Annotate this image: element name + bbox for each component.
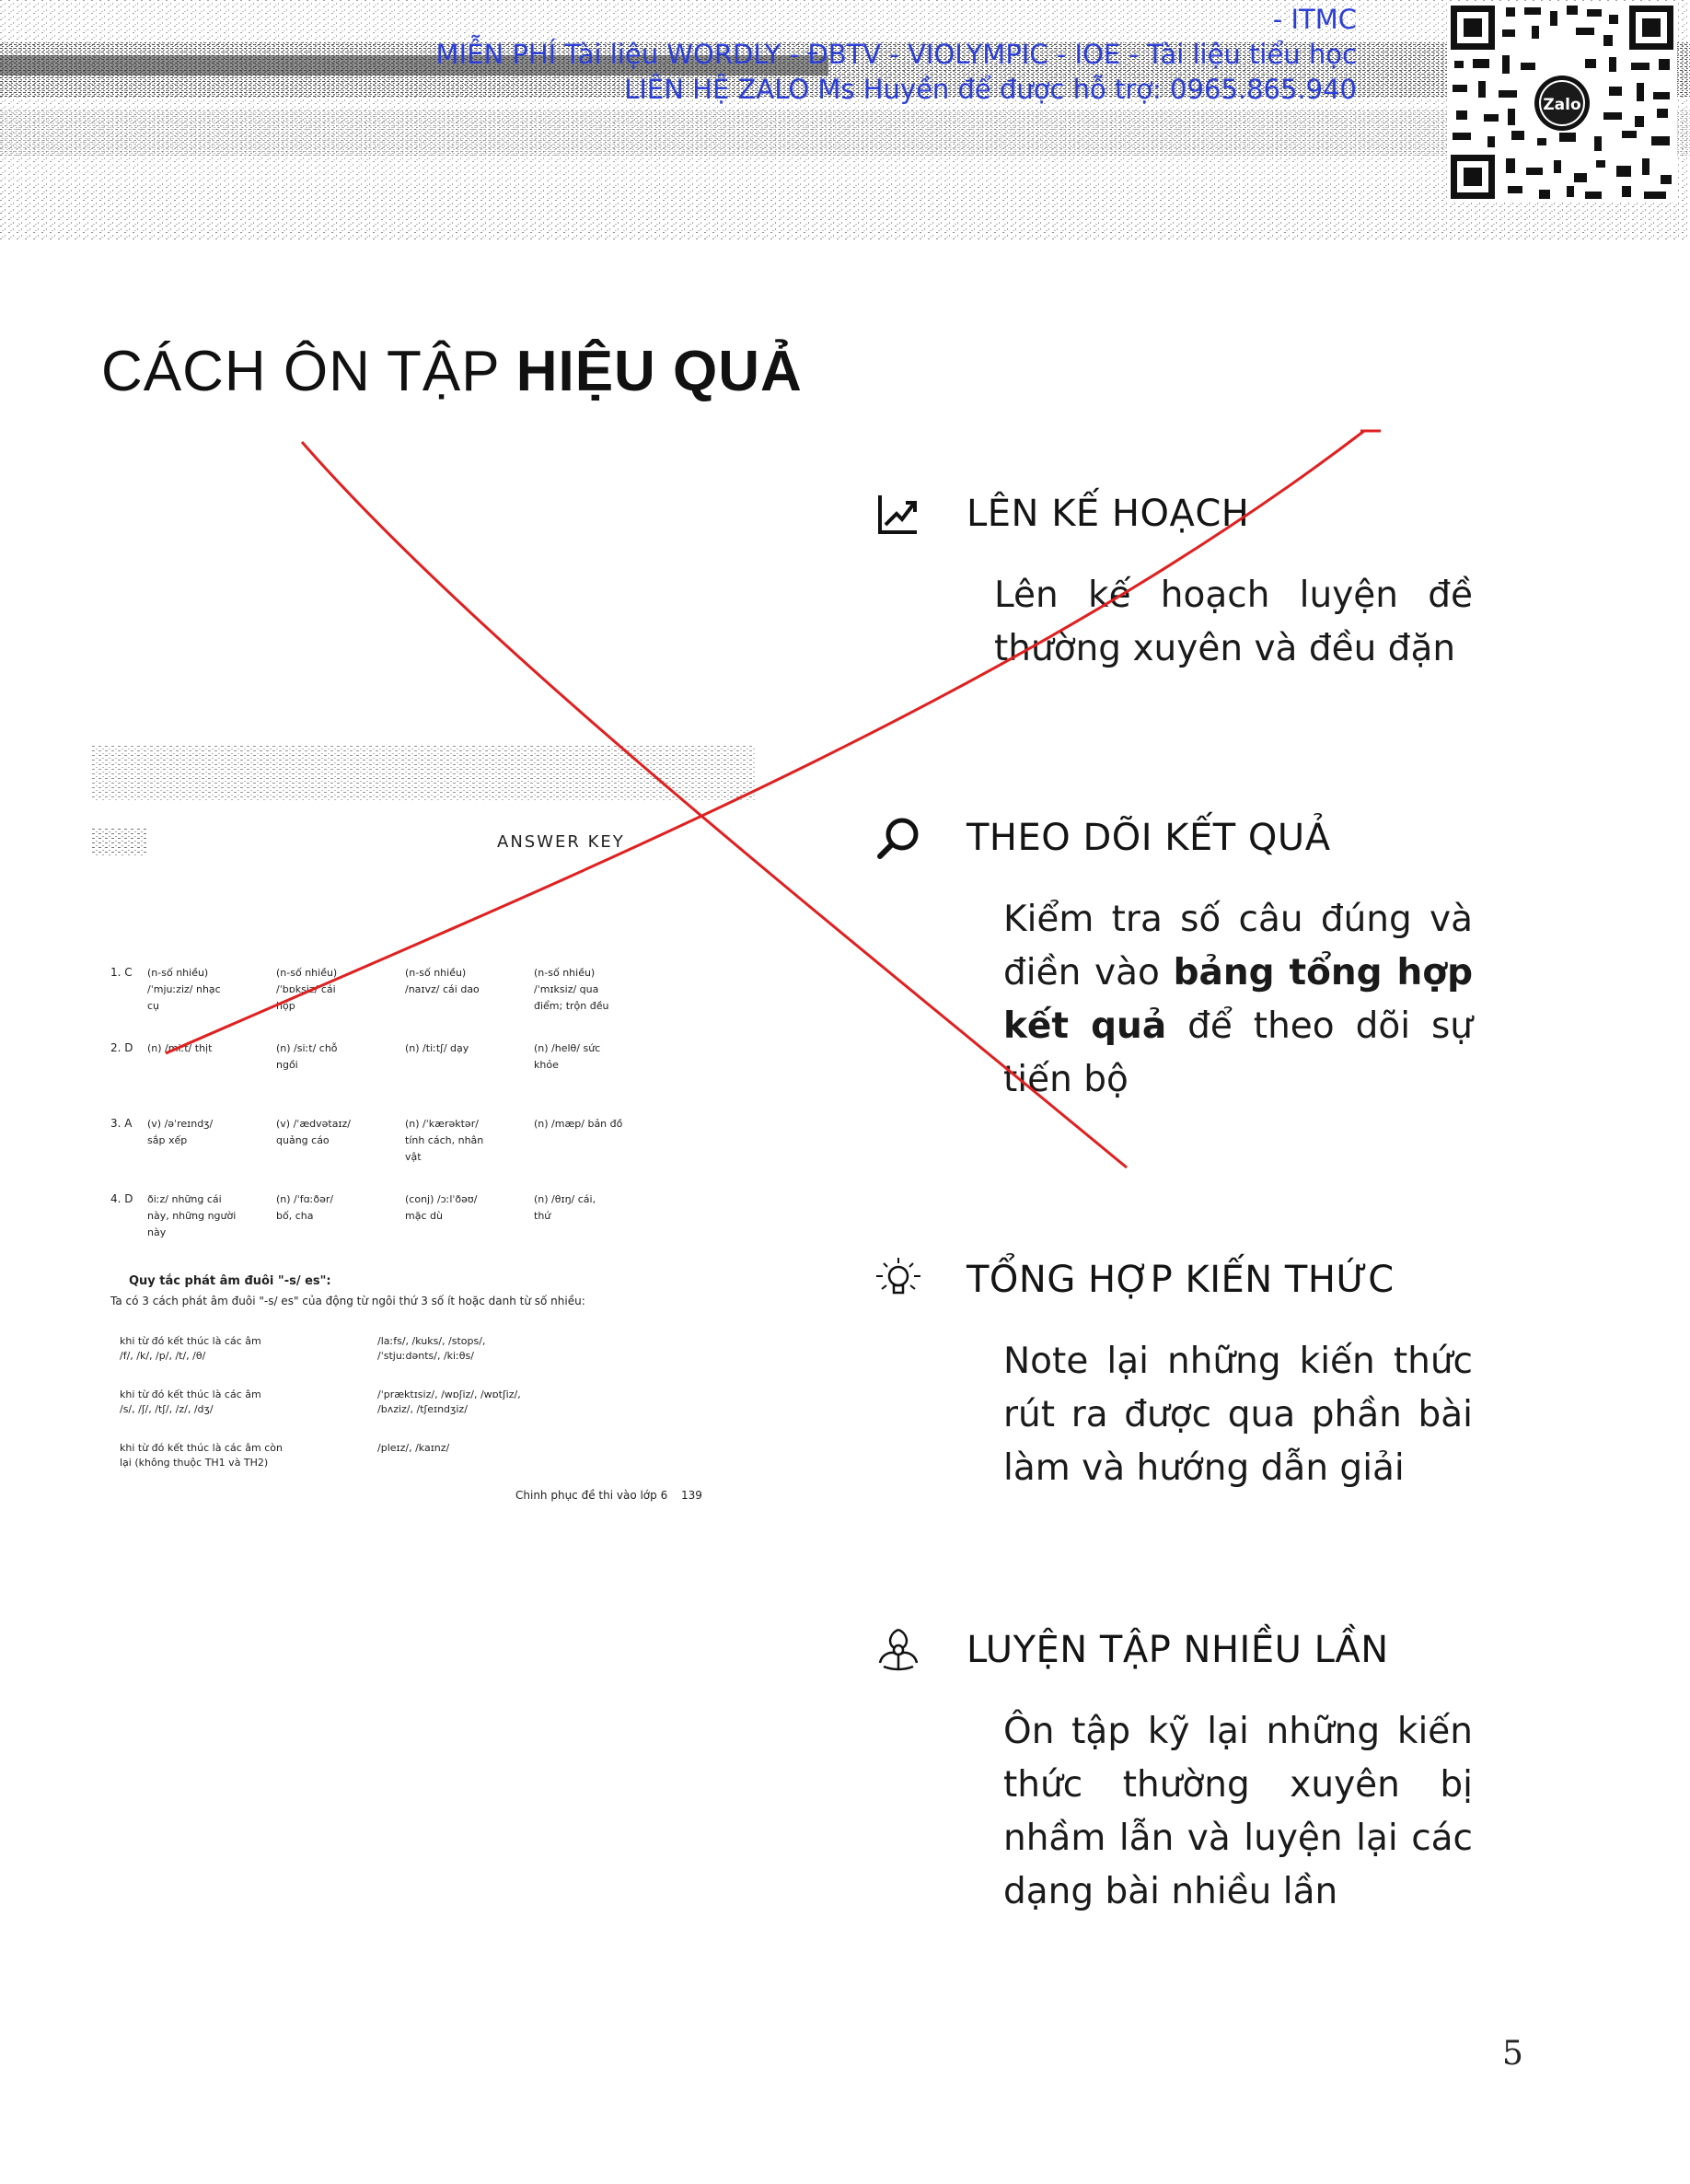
biohazard-icon: [874, 1626, 922, 1674]
thumb-row-cell: mặc dù: [405, 1210, 443, 1222]
zalo-qr-code[interactable]: [1447, 2, 1677, 203]
thumb-row-cell: (n) /mæp/ bản đồ: [534, 1118, 623, 1130]
title-bold: HIỆU QUẢ: [515, 340, 803, 403]
thumb-row-cell: quảng cáo: [276, 1134, 330, 1146]
thumb-heading: ANSWER KEY: [497, 832, 625, 852]
thumb-row-cell: (v) /əˈreɪndʒ/: [147, 1118, 214, 1130]
section-body: Ôn tập kỹ lại những kiến thức thường xuyên bị nhầm lẫn và luyện lại các dạng bài nhiều lần: [1003, 1711, 1473, 1912]
section-track-results: [874, 810, 1473, 1107]
thumb-row-cell: tính cách, nhân: [405, 1134, 484, 1146]
section-title: THEO DÕI KẾT QUẢ: [967, 817, 1331, 859]
thumb-rule-left: khi từ đó kết thúc là các âm: [120, 1335, 261, 1347]
thumb-rule-left: /s/, /ʃ/, /tʃ/, /z/, /dʒ/: [120, 1403, 214, 1415]
thumb-row-number: 2. D: [110, 1041, 133, 1054]
results-table-emphasis: bảng tổng hợp kết quả: [1003, 952, 1474, 1047]
thumb-row-cell: thứ: [534, 1210, 551, 1222]
section-practice-repeatedly: [874, 1622, 1473, 1919]
thumb-row-cell: /ˈmjuːziz/ nhạc: [147, 983, 221, 995]
thumb-row-cell: điểm; trộn đều: [534, 1000, 609, 1012]
thumb-rule-left: lại (không thuộc TH1 và TH2): [120, 1457, 269, 1469]
thumb-row-cell: cụ: [147, 1000, 160, 1012]
section-title: LÊN KẾ HOẠCH: [967, 493, 1250, 535]
chart-up-icon: [874, 490, 922, 538]
thumb-row-number: 1. C: [110, 966, 133, 979]
thumb-rule-left: khi từ đó kết thúc là các âm còn: [120, 1442, 283, 1454]
thumb-rule-right: /laːfs/, /kuks/, /stops/,: [377, 1335, 486, 1347]
thumb-row-cell: (n) /siːt/ chỗ: [276, 1042, 338, 1054]
thumb-row-cell: (n-số nhiều): [534, 967, 596, 979]
title-regular: CÁCH ÔN TẬP: [101, 340, 516, 403]
thumb-answer-rows: [110, 966, 623, 1238]
thumb-row-cell: (v) /ˈædvətaɪz/: [276, 1118, 352, 1130]
thumb-footer: Chinh phục đề thi vào lớp 6: [515, 1489, 668, 1502]
header-brand: - ITMC: [1272, 4, 1357, 35]
scan-noise-band: [0, 0, 1690, 239]
section-title: TỔNG HỢP KIẾN THỨC: [967, 1259, 1395, 1301]
thumb-footer-page: 139: [681, 1489, 702, 1502]
thumb-row-cell: vật: [405, 1151, 422, 1163]
header-promo-link[interactable]: MIỄN PHÍ Tài liệu WORDLY - ĐBTV - VIOLYMPIC - IOE - Tài liệu tiểu học: [435, 39, 1357, 70]
thumb-row-cell: (n) /helθ/ sức: [534, 1042, 601, 1054]
thumb-row-cell: /ˈbɒksiz/ cái: [276, 983, 336, 995]
thumb-rule-right: /ˈstjuːdənts/, /kiːθs/: [377, 1350, 474, 1362]
thumb-row-number: 3. A: [110, 1117, 133, 1130]
answer-key-thumbnail: [92, 746, 773, 1556]
thumb-row-cell: này, những người: [147, 1210, 237, 1222]
thumb-rule-intro: Ta có 3 cách phát âm đuôi "-s/ es" của động từ ngôi thứ 3 số ít hoặc danh từ số nhiều:: [110, 1295, 585, 1307]
thumb-row-cell: khỏe: [534, 1059, 559, 1071]
thumb-row-cell: bố, cha: [276, 1210, 314, 1222]
thumb-rules: [120, 1335, 521, 1469]
thumb-rule-right: /bʌziz/, /tʃeɪndʒiz/: [377, 1403, 468, 1415]
thumb-row-cell: (conj) /ɔːlˈðəʊ/: [405, 1193, 478, 1205]
thumb-rule-left: khi từ đó kết thúc là các âm: [120, 1388, 261, 1400]
thumb-row-cell: (n-số nhiều): [405, 967, 467, 979]
thumb-row-cell: hộp: [276, 1000, 295, 1012]
page-number: 5: [1502, 2035, 1523, 2073]
section-body: Note lại những kiến thức rút ra được qua phần bài làm và hướng dẫn giải: [1003, 1341, 1473, 1489]
thumb-row-cell: ngồi: [276, 1059, 298, 1071]
thumb-row-cell: /naɪvz/ cái dao: [405, 983, 480, 995]
thumb-row-cell: ðiːz/ những cái: [147, 1193, 222, 1205]
zalo-badge-label: Zalo: [1543, 96, 1581, 114]
thumb-row-cell: (n) /ˈkærəktər/: [405, 1118, 479, 1130]
thumb-rule-right: /ˈpræktɪsiz/, /wɒʃiz/, /wɒtʃiz/,: [377, 1388, 521, 1400]
lightbulb-icon: [874, 1256, 922, 1304]
thumb-row-cell: (n) /miːt/ thịt: [147, 1042, 213, 1054]
header-contact-link[interactable]: LIÊN HỆ ZALO Ms Huyền để được hỗ trợ: 0965.865.940: [624, 74, 1357, 105]
section-summarize-knowledge: [874, 1252, 1473, 1495]
section-plan: [874, 486, 1473, 676]
section-title: LUYỆN TẬP NHIỀU LẦN: [967, 1629, 1389, 1671]
thumb-rule-right: /pleɪz/, /kaɪnz/: [377, 1442, 450, 1454]
page-title: [101, 339, 803, 404]
thumb-rule-title: Quy tắc phát âm đuôi "-s/ es":: [129, 1274, 331, 1288]
thumb-row-cell: (n) /θɪŋ/ cái,: [534, 1193, 596, 1205]
thumb-row-cell: sắp xếp: [147, 1134, 188, 1146]
magnifier-icon: [874, 814, 922, 862]
thumb-row-cell: /ˈmɪksiz/ qua: [534, 983, 599, 995]
thumb-row-cell: (n) /tiːtʃ/ dạy: [405, 1042, 469, 1054]
thumb-row-cell: (n-số nhiều): [276, 967, 338, 979]
thumb-row-cell: (n) /ˈfɑːðər/: [276, 1193, 334, 1205]
thumb-rule-left: /f/, /k/, /p/, /t/, /θ/: [120, 1350, 206, 1362]
thumb-row-cell: (n-số nhiều): [147, 967, 209, 979]
section-body: Kiểm tra số câu đúng và điền vào bảng tổng hợp kết quả để theo dõi sự tiến bộ: [1003, 899, 1474, 1100]
thumb-row-cell: này: [147, 1226, 167, 1238]
section-body: Lên kế hoạch luyện đề thường xuyên và đều đặn: [994, 575, 1473, 669]
thumb-row-number: 4. D: [110, 1192, 133, 1205]
